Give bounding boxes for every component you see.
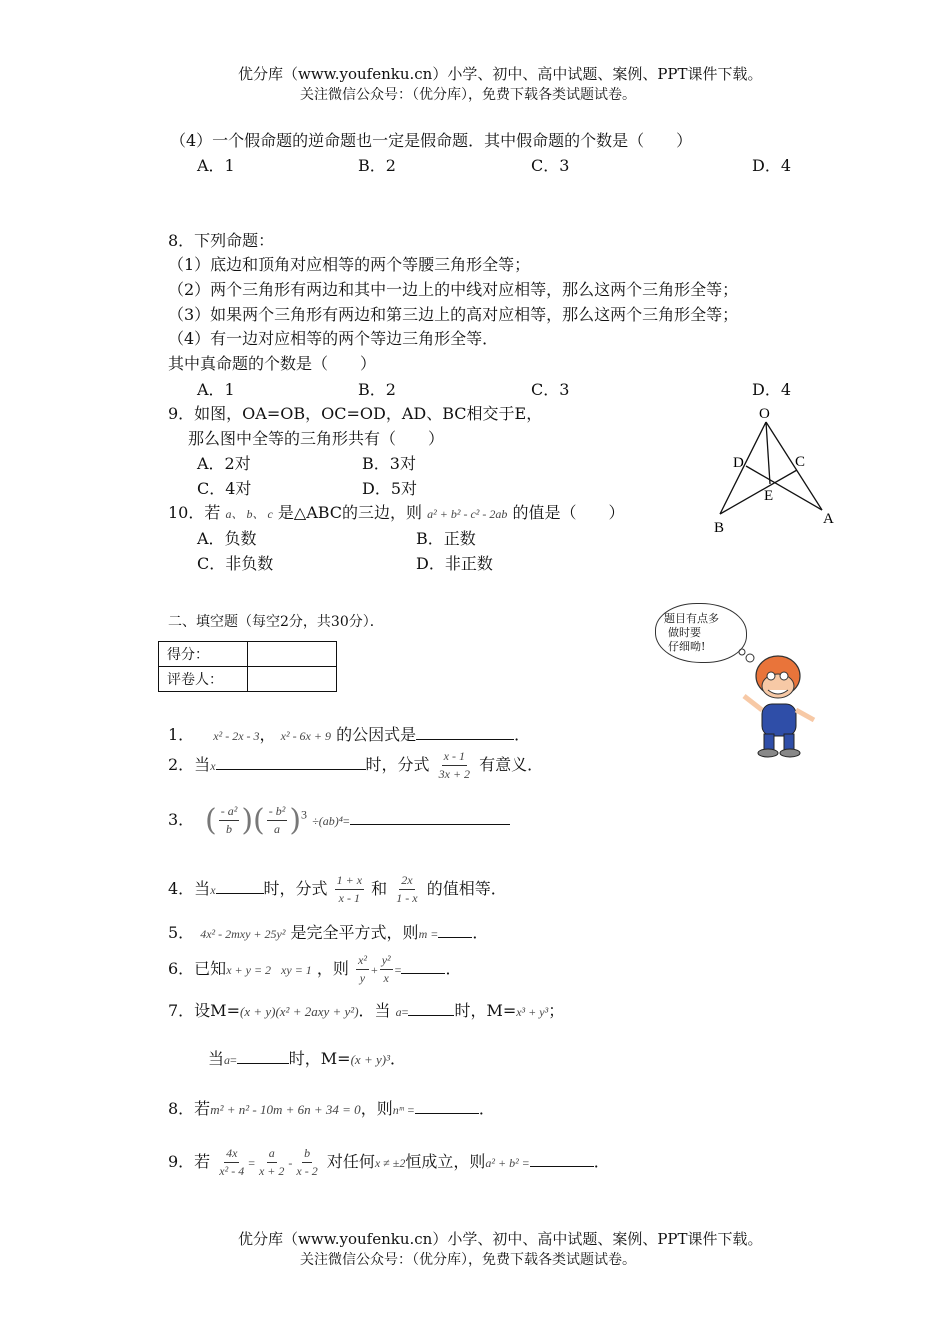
fill-6-blank[interactable] [401, 959, 445, 974]
q10-stem: 10．若 a、 b、 c 是△ABC的三边，则 a² + b² - c² - 2ab 的值是（ ） [168, 503, 625, 522]
q8-option-c: C．3 [531, 380, 570, 399]
q8-option-a: A．1 [197, 380, 235, 399]
score-label: 得分： [159, 642, 248, 667]
fill-5-blank[interactable] [438, 923, 472, 938]
q8-statement-4: （4）有一边对应相等的两个等边三角形全等． [168, 329, 499, 348]
fill-7-line-1: 7．设M=(x + y)(x² + 2axy + y²)．当 a= 时，M=x³ + y³； [168, 1001, 565, 1020]
score-table [158, 641, 337, 692]
fill-3-blank[interactable] [350, 810, 510, 825]
q7-statement-4: （4）一个假命题的逆命题也一定是假命题．其中假命题的个数是（ ） [170, 131, 693, 150]
q9-line-1: 9．如图，OA=OB，OC=OD，AD、BC相交于E， [168, 404, 543, 423]
header-line-2: 关注微信公众号：（优分库），免费下载各类试题试卷。 [300, 87, 636, 103]
fill-4-blank[interactable] [216, 879, 264, 894]
label-b: B [714, 520, 725, 535]
label-c: C [795, 454, 806, 470]
q7-option-c: C．3 [531, 156, 570, 175]
fill-3-number: 3． [168, 810, 195, 829]
q7-option-b: B．2 [358, 156, 396, 175]
fill-1: 1． x² - 2x - 3， x² - 6x + 9 的公因式是 ． [168, 725, 531, 744]
fill-9-blank[interactable] [530, 1152, 594, 1167]
score-cell [248, 642, 337, 667]
q8-title: 8．下列命题： [168, 231, 275, 250]
q9-option-d: D．5对 [362, 479, 418, 498]
q10-option-c: C．非负数 [197, 554, 274, 573]
q10-vars: a、 b、 c [225, 507, 273, 521]
q10-option-a: A．负数 [197, 529, 257, 548]
fill-9: 9．若 $\frac{4x}{\text{x² - 4}}$ = $\frac{a}{x + 2}$ - $\frac{b}{x - 2}$ 对任何x ≠ ±2恒成立，则a² + b² = ． [168, 1146, 610, 1178]
cartoon-boy-illustration [728, 646, 828, 761]
q8-statement-3: （3）如果两个三角形有两边和第三边上的高对应相等，那么这两个三角形全等； [168, 305, 739, 324]
q8-option-d: D．4 [752, 380, 792, 399]
fill-6: 6．已知x + y = 2 xy = 1 ，则 $\frac{\text{x²}}{y}$ + $\frac{\text{y²}}{x}$ = ． [168, 953, 462, 985]
q9-line-2: 那么图中全等的三角形共有（ ） [188, 429, 445, 448]
q8-statement-1: （1）底边和顶角对应相等的两个等腰三角形全等； [168, 255, 531, 274]
label-d: D [733, 455, 744, 471]
grader-cell [248, 667, 337, 692]
speech-bubble-text: 题目有点多 做时要 仔细呦! [664, 612, 719, 653]
fill-1-blank[interactable] [416, 725, 514, 740]
header-line-1: 优分库（www.youfenku.cn）小学、初中、高中试题、案例、PPT课件下载。 [238, 65, 763, 83]
fill-4: 4．当x 时，分式 $\frac{1 + x}{x - 1}$ 和 $\frac{2x}{1 - x}$ 的值相等． [168, 873, 507, 905]
q7-option-d: D．4 [752, 156, 792, 175]
label-a: A [823, 511, 834, 527]
label-o: O [759, 406, 770, 422]
fill-7-blank-1[interactable] [408, 1001, 454, 1016]
footer-line-2: 关注微信公众号：（优分库），免费下载各类试题试卷。 [300, 1252, 636, 1268]
label-e: E [764, 488, 774, 504]
grader-label: 评卷人： [159, 667, 248, 692]
q8-option-b: B．2 [358, 380, 396, 399]
section-2-title: 二、填空题（每空2分，共30分）． [168, 614, 384, 630]
fill-7-line-2: 当a= 时，M=(x + y)³． [208, 1049, 406, 1068]
fill-8-blank[interactable] [415, 1099, 479, 1114]
fill-2: 2．当x 时，分式 $\frac{x - 1}{3x + 2}$ 有意义． [168, 749, 544, 781]
q9-option-b: B．3对 [362, 454, 416, 473]
q10-expression: a² + b² - c² - 2ab [427, 507, 508, 521]
fill-8: 8．若m² + n² - 10m + 6n + 34 = 0，则nᵐ = ． [168, 1099, 495, 1118]
q8-question: 其中真命题的个数是（ ） [168, 354, 377, 373]
footer-line-1: 优分库（www.youfenku.cn）小学、初中、高中试题、案例、PPT课件下载。 [238, 1230, 763, 1248]
triangle-figure [700, 400, 850, 535]
q9-option-a: A．2对 [197, 454, 251, 473]
fill-7-blank-2[interactable] [237, 1049, 289, 1064]
fill-5: 5． 4x² - 2mxy + 25y² 是完全平方式，则m = ． [168, 923, 489, 942]
q10-option-b: B．正数 [416, 529, 476, 548]
q7-option-a: A．1 [197, 156, 235, 175]
fill-3-expression: ( $\frac{\text{- a²}}{b}$ )( $\frac{\text{- b²}}{a}$ )$^3$ ÷(ab)⁴= [205, 803, 510, 838]
q8-statement-2: （2）两个三角形有两边和其中一边上的中线对应相等，那么这两个三角形全等； [168, 280, 739, 299]
q9-option-c: C．4对 [197, 479, 252, 498]
fill-2-blank[interactable] [216, 755, 366, 770]
q10-option-d: D．非正数 [416, 554, 493, 573]
